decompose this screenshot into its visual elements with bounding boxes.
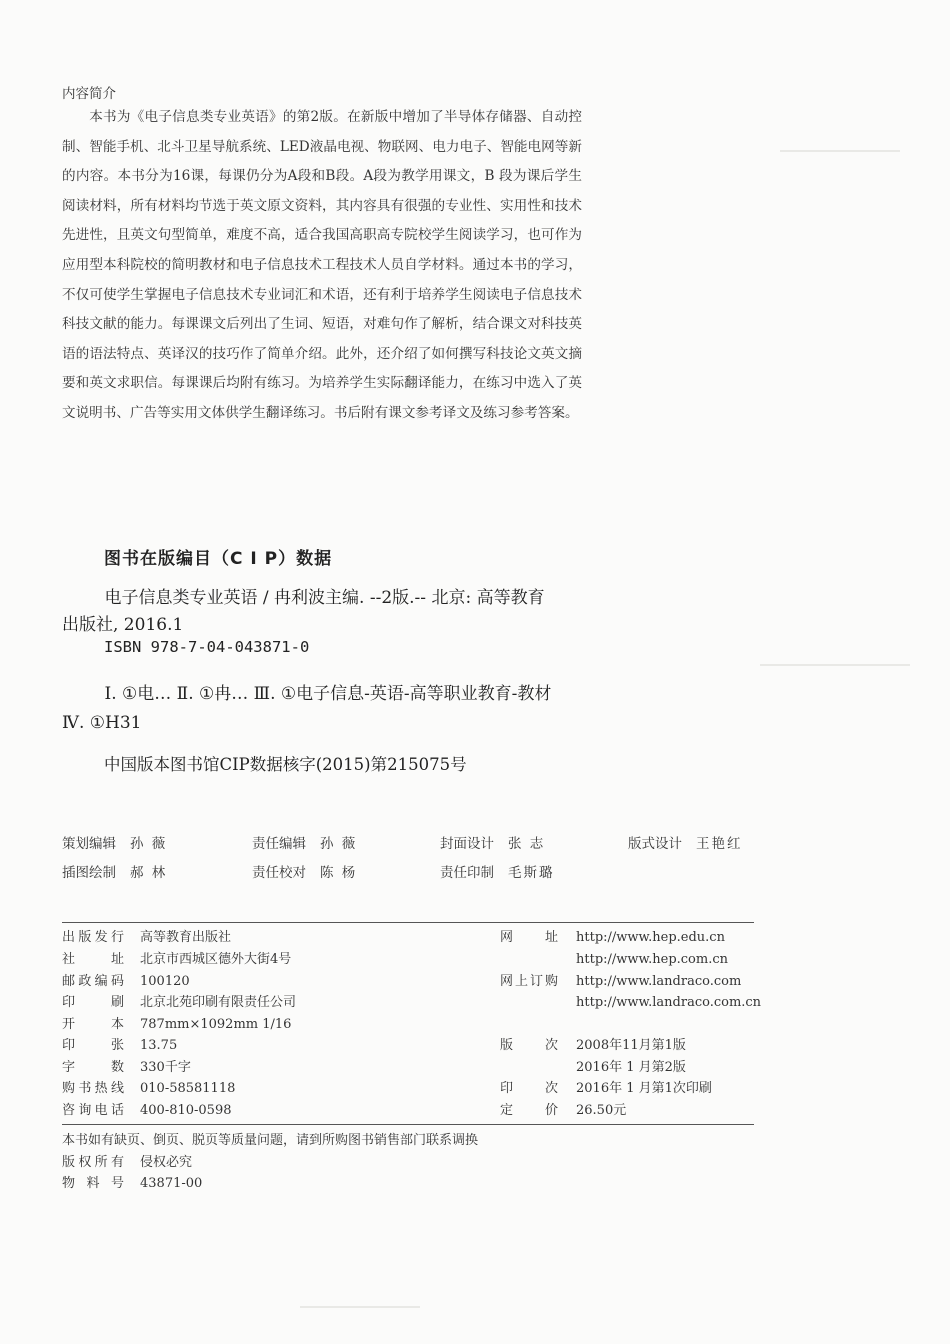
staff-name: 孙 薇 [320, 836, 358, 852]
pub-key: 购书热线 [62, 1081, 124, 1096]
pub-price [500, 1101, 626, 1121]
staff-credit [252, 861, 357, 881]
pub-value: 400-810-0598 [140, 1103, 232, 1118]
website-1[interactable]: http://www.hep.edu.cn [576, 930, 725, 945]
printing-key: 印次 [500, 1081, 558, 1096]
price-value: 26.50元 [576, 1103, 627, 1118]
website-key: 网址 [500, 930, 558, 945]
pub-row [62, 1101, 232, 1121]
staff-role: 封面设计 [440, 836, 494, 852]
edition-2: 2016年 1 月第2版 [576, 1060, 686, 1075]
rights-line [62, 1151, 192, 1170]
pub-value: 北京市西城区德外大街4号 [140, 952, 292, 967]
printing-value: 2016年 1 月第1次印刷 [576, 1081, 712, 1096]
pub-row [62, 1036, 177, 1056]
quality-notice: 本书如有缺页、倒页、脱页等质量问题，请到所购图书销售部门联系调换 [62, 1133, 479, 1148]
order-2[interactable]: http://www.landraco.com.cn [576, 995, 762, 1010]
pub-value: 330千字 [140, 1060, 191, 1075]
order-key: 网上订购 [500, 974, 558, 989]
staff-role: 策划编辑 [62, 836, 116, 852]
rights-key: 版权所有 [62, 1155, 124, 1170]
staff-role: 责任印制 [440, 865, 494, 881]
staff-name: 郝 林 [130, 865, 168, 881]
pub-row [62, 993, 296, 1013]
staff-credit [440, 832, 545, 852]
pub-value: 13.75 [140, 1038, 178, 1053]
pub-value: 010-58581118 [140, 1081, 236, 1096]
staff-credit [440, 861, 555, 881]
pub-value: 100120 [140, 974, 190, 989]
intro-body: 本书为《电子信息类专业英语》的第2版。在新版中增加了半导体存储器、自动控制、智能手机、北斗卫星导航系统、LED液晶电视、物联网、电力电子、智能电网等新的内容。本书分为16课，每课仍分为A段和B段。A段为教学用课文，B 段为课后学生阅读材料，所有材料均节选于英文原文资料，其内容具有很强的专业性、实用性和技术先进性，且英文句型简单，难度不高，适合我国高职高专院校学生阅读学习，也可作为应用型本科院校的简明教材和电子信息技术工程技术人员自学材料。通过本书的学习，不仅可使学生掌握电子信息技术专业词汇和术语，还有利于培养学生阅读电子信息技术科技文献的能力。每课课文后列出了生词、短语，对难句作了解析，结合课文对科技英语的语法特点、英译汉的技巧作了简单介绍。此外，还介绍了如何撰写科技论文英文摘要和英文求职信。每课课后均附有练习。为培养学生实际翻译能力，在练习中选入了英文说明书、广告等实用文体供学生翻译练习。书后附有课文参考译文及练习参考答案。 [62, 109, 582, 421]
pub-value: 787mm×1092mm 1/16 [140, 1017, 292, 1032]
intro-title: 内容简介 [62, 86, 116, 102]
bleed-through-mark [780, 150, 900, 152]
staff-name: 王艳红 [696, 836, 743, 852]
staff-role: 版式设计 [628, 836, 682, 852]
item-key: 物料号 [62, 1176, 124, 1191]
bottom-rule [62, 1124, 754, 1125]
pub-value: 北京北苑印刷有限责任公司 [140, 995, 297, 1010]
rights-value: 侵权必究 [140, 1155, 193, 1170]
edition-key: 版次 [500, 1038, 558, 1053]
staff-role: 插图绘制 [62, 865, 116, 881]
staff-credit [628, 832, 743, 852]
pub-printing [500, 1079, 712, 1099]
staff-name: 毛斯璐 [508, 865, 555, 881]
staff-role: 责任校对 [252, 865, 306, 881]
staff-credit [62, 861, 167, 881]
order-1[interactable]: http://www.landraco.com [576, 974, 742, 989]
cip-book-line: 电子信息类专业英语 / 冉利波主编. --2版.-- 北京: 高等教育出版社, 2016.1 [62, 588, 545, 635]
pub-row [62, 950, 291, 970]
website-2[interactable]: http://www.hep.com.cn [576, 952, 728, 967]
pub-edition [500, 1036, 686, 1056]
bleed-through-mark [760, 664, 910, 666]
top-rule [62, 922, 754, 923]
bleed-through-mark [300, 1306, 420, 1308]
pub-key: 印张 [62, 1038, 124, 1053]
price-key: 定价 [500, 1103, 558, 1118]
staff-credit [252, 832, 357, 852]
pub-website [500, 928, 725, 948]
pub-key: 印刷 [62, 995, 124, 1010]
pub-key: 邮政编码 [62, 974, 124, 989]
cip-isbn: ISBN 978-7-04-043871-0 [104, 638, 310, 656]
pub-key: 社址 [62, 952, 124, 967]
pub-key: 咨询电话 [62, 1103, 124, 1118]
staff-role: 责任编辑 [252, 836, 306, 852]
edition-1: 2008年11月第1版 [576, 1038, 686, 1053]
pub-row [62, 1015, 291, 1035]
pub-row [62, 928, 231, 948]
pub-row [62, 972, 190, 992]
pub-order [500, 972, 741, 992]
item-number-line [62, 1172, 202, 1191]
cip-title: 图书在版编目（C I P）数据 [104, 549, 333, 569]
cip-number: 中国版本图书馆CIP数据核字(2015)第215075号 [104, 755, 467, 774]
pub-key: 出版发行 [62, 930, 124, 945]
pub-row [62, 1079, 235, 1099]
staff-name: 张 志 [508, 836, 546, 852]
staff-name: 陈 杨 [320, 865, 358, 881]
pub-row [62, 1058, 191, 1078]
staff-name: 孙 薇 [130, 836, 168, 852]
staff-credit [62, 832, 167, 852]
pub-key: 开本 [62, 1017, 124, 1032]
item-value: 43871-00 [140, 1176, 203, 1191]
cip-classification: Ⅰ. ①电… Ⅱ. ①冉… Ⅲ. ①电子信息-英语-高等职业教育-教材 Ⅳ. ①H31 [62, 684, 552, 733]
pub-value: 高等教育出版社 [140, 930, 232, 945]
pub-key: 字数 [62, 1060, 124, 1075]
